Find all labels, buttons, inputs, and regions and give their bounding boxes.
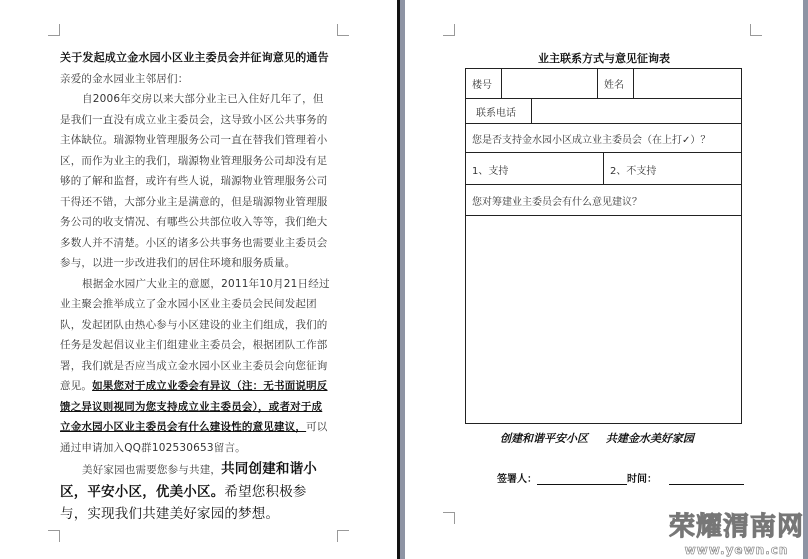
survey-table bbox=[465, 68, 742, 424]
watermark-logo bbox=[669, 506, 804, 557]
para2-text: 根据金水园广大业主的意愿，2011年10月21日经过业主聚会推举成立了金水园小区业主委员会民间发起团队，发起团队由热心参与小区建设的业主们组成，我们的任务是发起倡议业主们组建业主委员会，根据团队工作部署，我们就是否应当成立金水园小区业主委员会向您征询意见。 bbox=[60, 277, 330, 392]
para3-bold: 共同创建和谐小区，平安小区，优美小区。 bbox=[60, 461, 318, 500]
greeting: 亲爱的金水园业主邻居们： bbox=[60, 72, 189, 85]
watermark-name: 荣耀渭南网 bbox=[668, 512, 804, 542]
form-title: 业主联系方式与意见征询表 bbox=[538, 52, 670, 65]
margin-corner-mark bbox=[48, 24, 60, 36]
time-label: 时间： bbox=[627, 474, 657, 485]
phone-label: 联系电话 bbox=[466, 99, 532, 123]
para2-emphasis: 如果您对于成立业委会有异议（注：无书面说明反馈之异议则视同为您支持成立业主委员会），或者对于成立金水园小区业主委员会有什么建设性的意见建议， bbox=[60, 380, 328, 433]
slogan: 创建和谐平安小区 共建金水美好家园 bbox=[500, 432, 694, 445]
margin-corner-mark bbox=[443, 512, 455, 524]
option-support[interactable]: 1、支持 bbox=[466, 153, 604, 184]
name-input[interactable] bbox=[634, 69, 742, 99]
paragraph-1: 自2006年交房以来大部分业主已入住好几年了，但是我们一直没有成立业主委员会，这导致小区公共事务的主体缺位。瑞源物业管理服务公司一直在替我们管理着小区，而作为业主的我们，瑞源物业管理服务公司却没有足够的了解和监督，或许有些人说，瑞源物业管理服务公司干得还不错，大部分业主是满意的，但是瑞源物业管理服务公司的收支情况、有哪些公共部位收入等等，我们绝大多数人并不清楚。小区的诸多公共事务也需要业主委员会参与，以进一步改进我们的居住环境和服务质量。 bbox=[60, 93, 328, 269]
suggestion-input[interactable] bbox=[466, 216, 742, 424]
para2-qq: 可以通过申请加入QQ群102530653留言。 bbox=[60, 421, 328, 454]
margin-corner-mark bbox=[750, 24, 762, 36]
watermark-url: www.yewn.cn bbox=[684, 543, 789, 557]
paragraph-2 bbox=[60, 274, 330, 459]
notice-title: 关于发起成立金水园小区业主委员会并征询意见的通告 bbox=[60, 51, 329, 64]
building-input[interactable] bbox=[502, 69, 598, 99]
signature-row bbox=[497, 470, 744, 485]
margin-corner-mark bbox=[337, 530, 349, 542]
notice-body[interactable] bbox=[60, 48, 330, 525]
document-page-1 bbox=[0, 0, 397, 559]
name-label: 姓名 bbox=[598, 69, 634, 99]
margin-corner-mark bbox=[337, 24, 349, 36]
margin-corner-mark bbox=[443, 24, 455, 36]
page-gap bbox=[803, 0, 808, 559]
signer-label: 签署人： bbox=[497, 474, 537, 485]
margin-corner-mark bbox=[48, 530, 60, 542]
para3-end: 希望您积极参与，实现我们共建美好家园的梦想。 bbox=[60, 484, 307, 522]
support-question: 您是否支持金水园小区成立业主委员会（在上打✓）？ bbox=[466, 124, 742, 153]
document-page-2 bbox=[405, 0, 803, 559]
para3-text: 美好家园也需要您参与共建， bbox=[82, 464, 222, 476]
suggestion-question: 您对筹建业主委员会有什么意见建议？ bbox=[466, 185, 742, 216]
paragraph-3 bbox=[60, 458, 330, 525]
phone-input[interactable] bbox=[532, 99, 741, 123]
option-oppose[interactable]: 2、不支持 bbox=[610, 166, 657, 177]
time-input[interactable] bbox=[669, 473, 744, 485]
signer-input[interactable] bbox=[537, 473, 627, 485]
building-label: 楼号 bbox=[466, 69, 502, 99]
